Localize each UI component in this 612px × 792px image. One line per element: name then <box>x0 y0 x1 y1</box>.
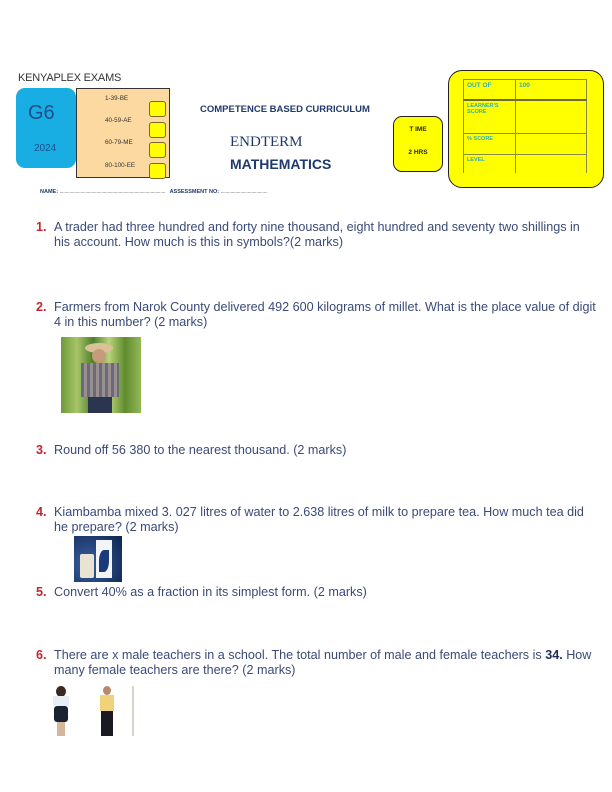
assessment-no-label: ASSESSMENT NO: <box>169 189 220 195</box>
curriculum-title: COMPETENCE BASED CURRICULUM <box>200 104 370 115</box>
question-number: 5. <box>36 585 47 599</box>
subject-title: MATHEMATICS <box>230 156 332 172</box>
question-text: Convert 40% as a fraction in its simplest form. (2 marks) <box>54 585 367 599</box>
time-value: 2 HRS <box>408 149 428 156</box>
name-label: NAME: <box>40 189 59 195</box>
level-label: LEVEL <box>464 155 516 173</box>
teachers-image <box>48 686 140 736</box>
level-ee-checkbox[interactable] <box>149 163 166 179</box>
level-me-label: 60-79-ME <box>105 139 133 146</box>
year-label: 2024 <box>34 143 57 154</box>
percent-score-label: % SCORE <box>464 134 516 155</box>
question-number: 2. <box>36 300 47 314</box>
name-field[interactable]: ...................................................................................... <box>59 189 166 195</box>
question-text: Round off 56 380 to the nearest thousand. (2 marks) <box>54 443 347 457</box>
student-info-line <box>40 189 267 195</box>
question-number: 4. <box>36 505 47 519</box>
score-table <box>463 79 587 173</box>
level-field[interactable] <box>516 155 587 173</box>
farmer-image <box>61 337 141 413</box>
question-text: Farmers from Narok County delivered 492 600 kilograms of millet. What is the place value of digit 4 in this number? (2 marks) <box>54 300 596 329</box>
question-number: 3. <box>36 443 47 457</box>
out-of-value: 100 <box>516 80 587 100</box>
time-badge <box>393 116 443 172</box>
question-number: 1. <box>36 220 47 234</box>
performance-levels <box>76 88 170 178</box>
level-ae-label: 40-59-AE <box>105 117 132 124</box>
question-text: A trader had three hundred and forty nine thousand, eight hundred and seventy two shillings in his account. How much is this in symbols?(2 marks) <box>54 220 580 249</box>
question-text-part: There are x male teachers in a school. The total number of male and female teachers is <box>54 648 546 662</box>
level-ee-label: 80-100-EE <box>105 162 136 169</box>
level-me-checkbox[interactable] <box>149 142 166 158</box>
question-4 <box>36 505 596 535</box>
percent-score-field[interactable] <box>516 134 587 155</box>
question-text: Kiambamba mixed 3. 027 litres of water to 2.638 litres of milk to prepare tea. How much tea did he prepare? (2 marks) <box>54 505 584 534</box>
time-label: T IME <box>409 126 427 133</box>
grade-badge <box>16 88 76 168</box>
exam-type-title: ENDTERM <box>230 134 303 150</box>
question-emphasis: 34. <box>545 648 563 662</box>
score-panel <box>448 70 604 188</box>
level-ae-checkbox[interactable] <box>149 122 166 138</box>
out-of-label: OUT OF <box>464 80 516 100</box>
question-text <box>36 648 596 678</box>
question-number: 6. <box>36 648 47 662</box>
assessment-no-field[interactable]: ...................................... <box>220 189 268 195</box>
question-5 <box>36 585 596 600</box>
learner-score-label: LEARNER'S SCORE <box>464 100 516 134</box>
question-text-part: How many female teachers are there? (2 marks) <box>54 648 592 677</box>
learner-score-field[interactable] <box>516 100 587 134</box>
question-3 <box>36 443 596 458</box>
question-2 <box>36 300 596 330</box>
level-be-label: 1-39-BE <box>105 95 129 102</box>
brand-label: KENYAPLEX EXAMS <box>18 72 122 84</box>
question-1 <box>36 220 596 250</box>
question-6 <box>36 648 596 678</box>
grade-label: G6 <box>28 102 55 124</box>
milk-image <box>74 536 122 582</box>
level-be-checkbox[interactable] <box>149 101 166 117</box>
